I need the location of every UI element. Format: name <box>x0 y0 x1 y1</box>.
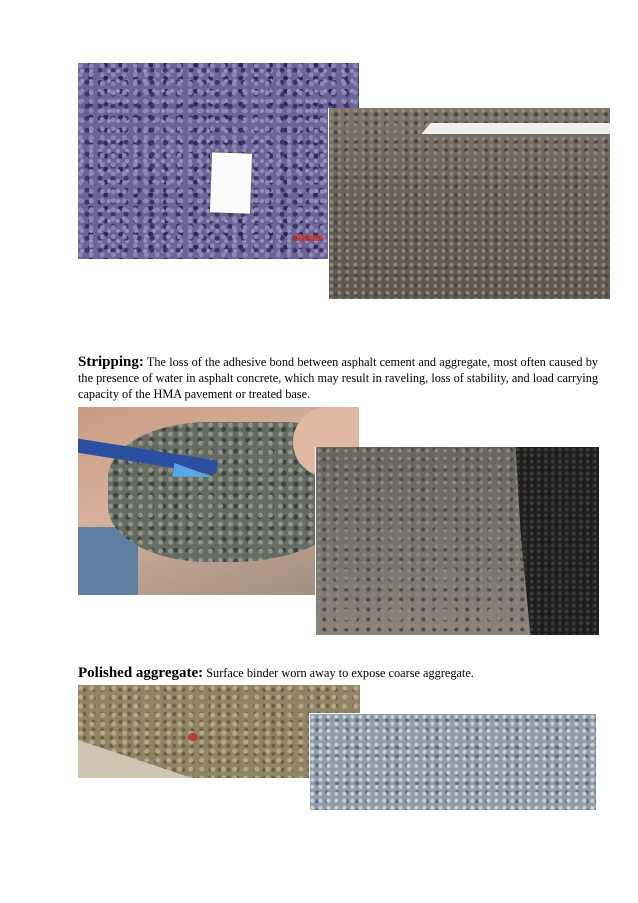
polished-photo-grey <box>309 713 596 810</box>
scale-card <box>210 152 252 213</box>
raveling-photo-closeup <box>78 63 359 259</box>
curb-edge <box>78 740 198 778</box>
red-stone <box>188 733 198 741</box>
stripping-definition: The loss of the adhesive bond between asphalt cement and aggregate, most often caused by the presence of water in asphalt concrete, which may result in raveling, loss of stability, and load carrying capacity of the HMA pavement or treated base. <box>78 355 599 402</box>
stripping-photo-pavement <box>315 447 599 635</box>
white-road-marking <box>421 123 610 134</box>
polished-paragraph <box>78 665 598 681</box>
stripping-term: Stripping: <box>78 354 144 371</box>
polished-term: Polished aggregate: <box>78 665 204 682</box>
raveling-photo-road <box>328 108 610 299</box>
red-marking <box>293 235 323 241</box>
dark-patch <box>501 447 599 635</box>
stripping-paragraph <box>78 354 598 402</box>
polished-definition: Surface binder worn away to expose coarse aggregate. <box>206 666 474 681</box>
